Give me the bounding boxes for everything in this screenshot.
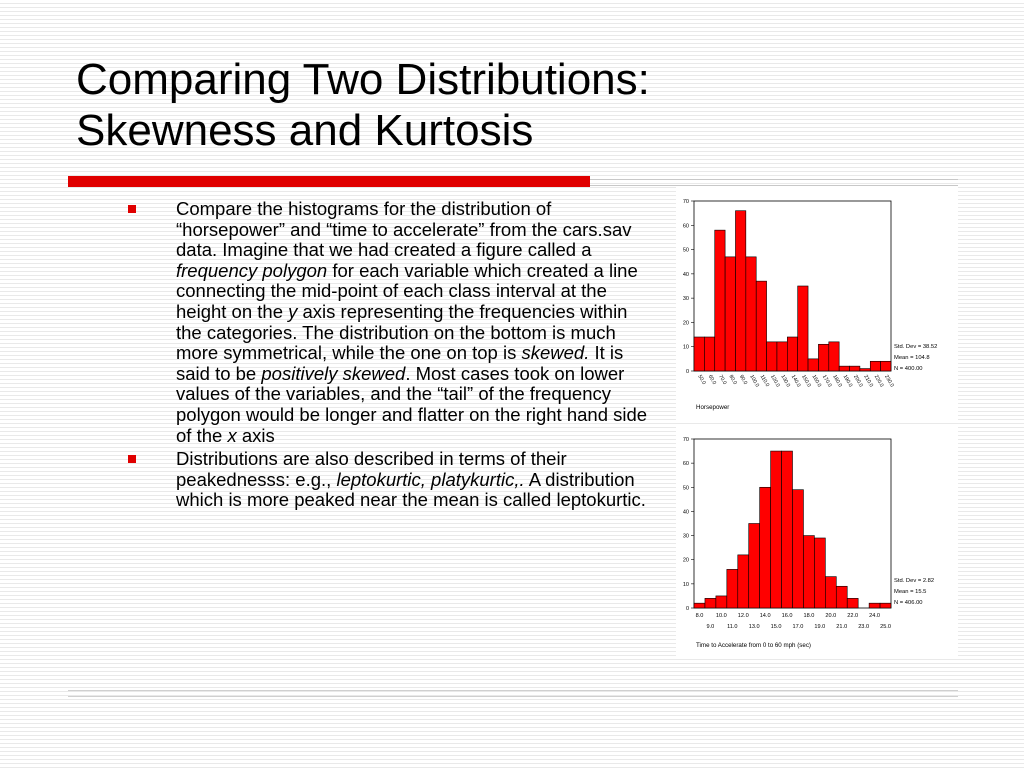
x-tick-label: 20.0 bbox=[825, 613, 837, 619]
x-tick-label: 70.0 bbox=[717, 374, 728, 386]
histogram-bar bbox=[738, 555, 749, 608]
bullet-text-italic: positively skewed bbox=[261, 362, 406, 384]
histogram-bar bbox=[725, 257, 735, 371]
y-tick-label: 10 bbox=[682, 344, 689, 351]
histogram-bar bbox=[870, 361, 880, 371]
histogram-bar bbox=[694, 603, 705, 608]
y-tick-label: 20 bbox=[682, 557, 689, 564]
acceleration-histogram-svg bbox=[676, 424, 958, 656]
slide-title-line-2: Skewness and Kurtosis bbox=[76, 106, 534, 155]
acceleration-histogram bbox=[676, 424, 958, 656]
x-tick-label: 110.0 bbox=[758, 374, 771, 388]
histogram-bar bbox=[825, 577, 836, 608]
x-tick-label: 24.0 bbox=[869, 613, 881, 619]
histogram-bar bbox=[839, 366, 849, 371]
histogram-bar bbox=[767, 342, 777, 371]
y-tick-label: 60 bbox=[682, 223, 689, 230]
footer-divider-line bbox=[68, 690, 958, 691]
bullet-item bbox=[128, 199, 648, 446]
x-tick-label: 220.0 bbox=[872, 374, 885, 389]
histogram-bar bbox=[777, 342, 787, 371]
histogram-bar bbox=[869, 603, 880, 608]
bullet-text-run: It is said to be bbox=[176, 342, 624, 384]
bullet-text-italic: x bbox=[227, 424, 237, 446]
histogram-bar bbox=[727, 569, 738, 608]
y-tick-label: 30 bbox=[682, 296, 689, 303]
x-tick-label: 170.0 bbox=[820, 374, 833, 389]
histogram-bar bbox=[787, 337, 797, 371]
bullet-list bbox=[128, 199, 648, 514]
bullet-text-italic: y bbox=[288, 300, 298, 322]
histogram-bar bbox=[715, 230, 725, 371]
x-tick-label: 130.0 bbox=[779, 374, 792, 389]
horsepower-histogram bbox=[676, 186, 958, 420]
y-tick-label: 70 bbox=[682, 437, 689, 443]
bullet-text-italic: leptokurtic, platykurtic,. bbox=[336, 468, 525, 490]
histogram-bar bbox=[880, 603, 891, 608]
histogram-bar bbox=[798, 286, 808, 371]
histogram-bar bbox=[793, 490, 804, 608]
x-tick-label: 160.0 bbox=[810, 374, 823, 389]
bullet-text-run: A distribution which is more peaked near the mean is called leptokurtic. bbox=[176, 468, 646, 511]
x-tick-label: 140.0 bbox=[789, 374, 802, 389]
x-tick-label: 23.0 bbox=[858, 624, 870, 630]
x-tick-label: 11.0 bbox=[727, 624, 738, 630]
y-tick-label: 0 bbox=[685, 369, 689, 375]
x-axis-label: Time to Accelerate from 0 to 60 mph (sec) bbox=[696, 642, 811, 649]
slide-title bbox=[76, 54, 956, 156]
x-tick-label: 120.0 bbox=[769, 374, 781, 389]
x-tick-label: 19.0 bbox=[814, 624, 826, 630]
histogram-bar bbox=[771, 451, 782, 608]
summary-stat: N = 400.00 bbox=[894, 366, 923, 372]
y-tick-label: 40 bbox=[682, 271, 689, 278]
bullet-text-italic: frequency polygon bbox=[176, 259, 328, 281]
y-tick-label: 70 bbox=[682, 199, 689, 205]
x-tick-label: 12.0 bbox=[737, 613, 749, 619]
horsepower-histogram-svg bbox=[676, 186, 958, 420]
y-tick-label: 10 bbox=[682, 581, 689, 588]
y-tick-label: 50 bbox=[682, 247, 689, 254]
histogram-bar bbox=[814, 538, 825, 608]
summary-stat: Std. Dev = 2.82 bbox=[894, 578, 935, 584]
x-tick-label: 9.0 bbox=[706, 624, 715, 630]
histogram-bar bbox=[746, 257, 756, 371]
histogram-bar bbox=[694, 337, 704, 371]
y-tick-label: 30 bbox=[682, 533, 689, 540]
x-tick-label: 60.0 bbox=[706, 374, 718, 386]
histogram-bar bbox=[705, 598, 716, 608]
bullet-square-icon bbox=[128, 455, 136, 463]
bullet-text-run: Compare the histograms for the distribution of “horsepower” and “time to accelerate” from the cars.sav data. Imagine that we had created a figure called a bbox=[176, 198, 632, 261]
summary-stat: Std. Dev = 38.52 bbox=[894, 344, 938, 350]
y-tick-label: 50 bbox=[682, 485, 689, 492]
x-tick-label: 80.0 bbox=[727, 374, 738, 386]
histogram-bar bbox=[850, 366, 860, 371]
title-accent-bar bbox=[68, 176, 590, 187]
bullet-text bbox=[176, 199, 648, 446]
histogram-bar bbox=[818, 344, 828, 371]
histogram-bar bbox=[829, 342, 839, 371]
x-tick-label: 150.0 bbox=[800, 374, 812, 389]
x-tick-label: 15.0 bbox=[770, 624, 782, 630]
summary-stat: Mean = 104.8 bbox=[894, 355, 930, 361]
histogram-bar bbox=[847, 598, 858, 608]
histogram-bar bbox=[749, 524, 760, 609]
title-divider-line bbox=[590, 179, 958, 180]
footer-divider-line bbox=[68, 696, 958, 697]
x-tick-label: 18.0 bbox=[803, 613, 815, 619]
summary-stat: N = 406.00 bbox=[894, 600, 923, 606]
bullet-text-run: . Most cases took on lower values of the variables, and the “tail” of the frequency polygon would be longer and flatter on the right hand side of the bbox=[176, 362, 648, 446]
x-tick-label: 14.0 bbox=[759, 613, 771, 619]
x-tick-label: 50.0 bbox=[696, 374, 707, 386]
bullet-text-run: axis bbox=[236, 424, 275, 446]
histogram-bar bbox=[782, 451, 793, 608]
histogram-bar bbox=[803, 536, 814, 608]
x-tick-label: 16.0 bbox=[781, 613, 793, 619]
x-tick-label: 190.0 bbox=[841, 374, 854, 389]
x-tick-label: 180.0 bbox=[831, 374, 843, 389]
x-tick-label: 200.0 bbox=[851, 374, 864, 389]
bullet-text-run: Distributions are also described in terms of their peakednesss: e.g., bbox=[176, 448, 567, 490]
histogram-bar bbox=[735, 211, 745, 371]
bullet-text-italic: skewed. bbox=[521, 342, 590, 364]
summary-stat: Mean = 15.5 bbox=[894, 589, 927, 595]
bullet-square-icon bbox=[128, 205, 136, 213]
x-tick-label: 100.0 bbox=[748, 374, 760, 389]
x-tick-label: 17.0 bbox=[792, 624, 804, 630]
x-tick-label: 230.0 bbox=[883, 374, 895, 389]
histogram-bar bbox=[760, 487, 771, 608]
bullet-item bbox=[128, 449, 648, 511]
y-tick-label: 40 bbox=[682, 509, 689, 516]
bullet-text-run: axis representing the frequencies within the categories. The distribution on the bottom is much more symmetrical, while the one on top is bbox=[176, 300, 628, 364]
slide-title-line-1: Comparing Two Distributions: bbox=[76, 55, 650, 104]
histogram-bar bbox=[881, 361, 891, 371]
x-tick-label: 25.0 bbox=[880, 624, 891, 630]
y-tick-label: 0 bbox=[685, 606, 689, 612]
bullet-text-run: for each variable which created a line connecting the mid-point of each class interval at the height on the bbox=[176, 259, 638, 322]
x-tick-label: 210.0 bbox=[862, 374, 875, 389]
histogram-bar bbox=[808, 359, 818, 371]
y-tick-label: 60 bbox=[682, 461, 689, 468]
histogram-bar bbox=[704, 337, 714, 371]
histogram-bar bbox=[756, 281, 766, 371]
histogram-bar bbox=[860, 369, 870, 371]
x-tick-label: 8.0 bbox=[695, 613, 704, 619]
x-tick-label: 21.0 bbox=[836, 624, 848, 630]
histogram-bar bbox=[836, 586, 847, 608]
histogram-bar bbox=[716, 596, 727, 608]
x-tick-label: 13.0 bbox=[748, 624, 760, 630]
x-axis-label: Horsepower bbox=[696, 404, 730, 411]
bullet-text bbox=[176, 449, 648, 511]
x-tick-label: 10.0 bbox=[715, 613, 727, 619]
x-tick-label: 22.0 bbox=[847, 613, 859, 619]
y-tick-label: 20 bbox=[682, 320, 689, 327]
x-tick-label: 90.0 bbox=[737, 374, 749, 386]
